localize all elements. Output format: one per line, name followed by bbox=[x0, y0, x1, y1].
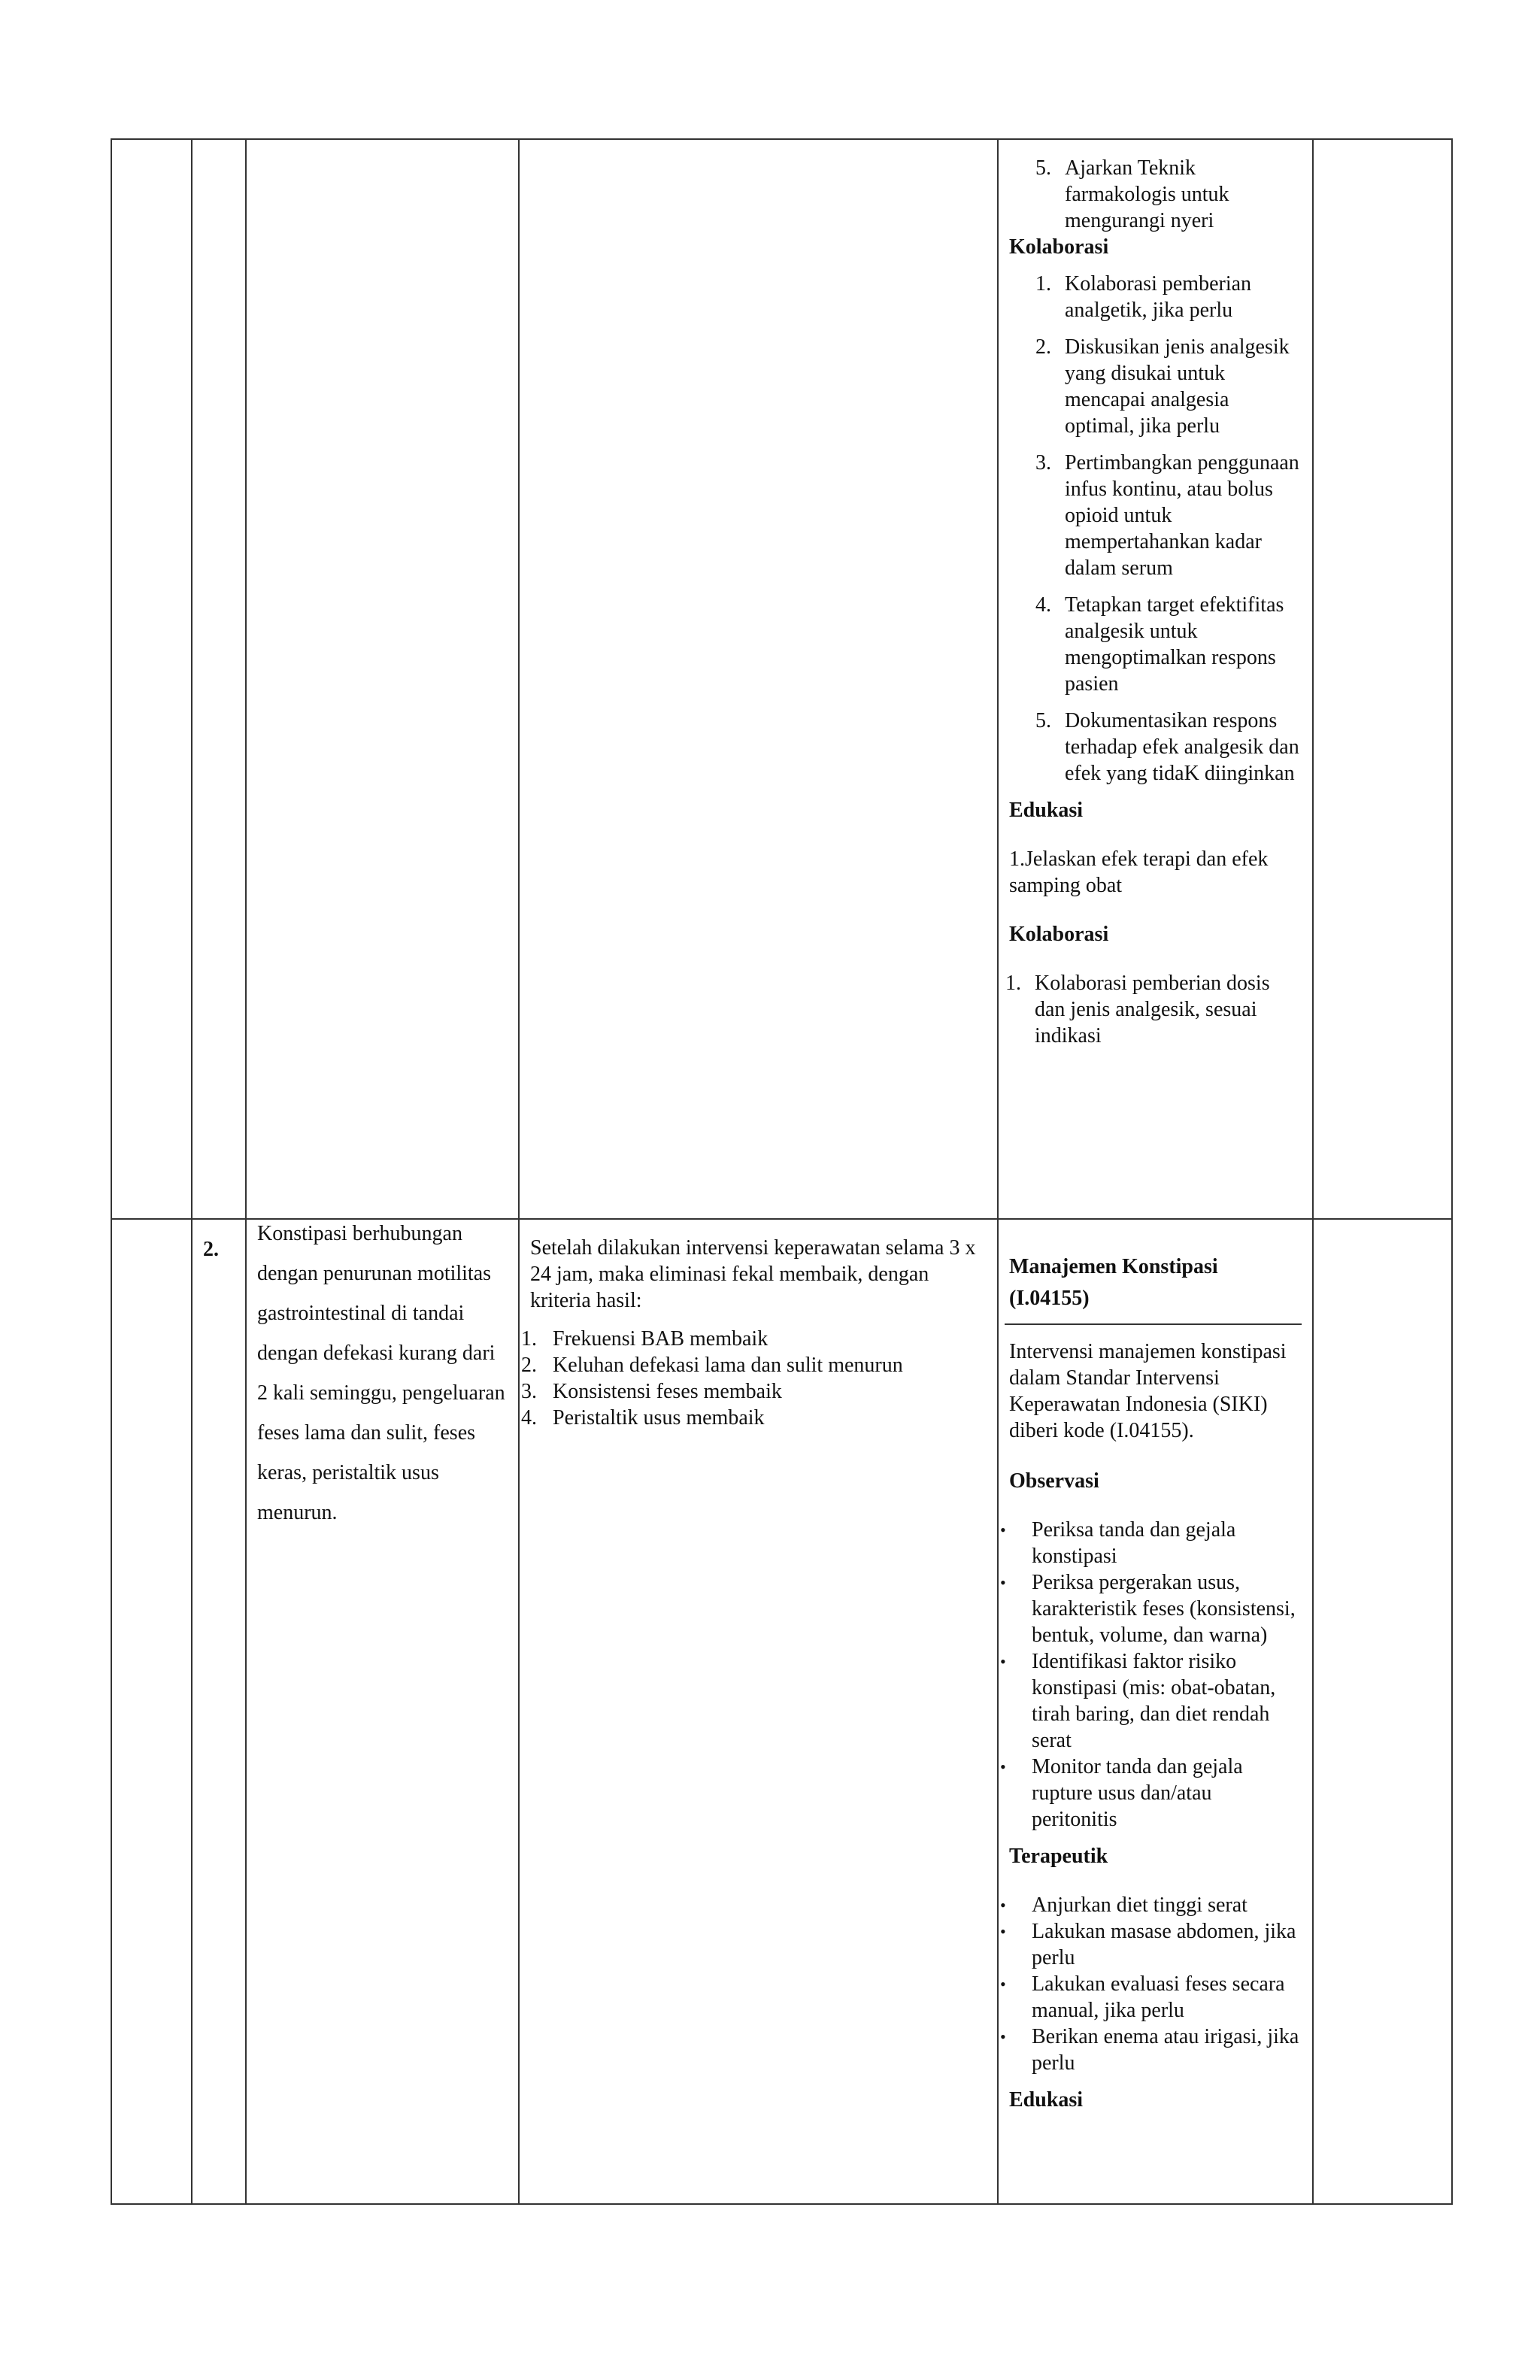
edukasi-text: 1.Jelaskan efek terapi dan efek samping obat bbox=[1009, 847, 1269, 897]
list-item: • Anjurkan diet tinggi serat bbox=[1000, 1893, 1247, 1917]
diagnosis-cell bbox=[246, 1219, 519, 2204]
row-number-cell bbox=[192, 139, 246, 1219]
outcome-criteria-list bbox=[521, 1326, 987, 1431]
nursing-care-plan-table bbox=[111, 138, 1453, 2205]
section-heading-edukasi: Edukasi bbox=[1009, 799, 1084, 822]
section-heading-kolaborasi: Kolaborasi bbox=[1009, 923, 1109, 946]
kolaborasi-list bbox=[1030, 271, 1302, 787]
bullet-icon: • bbox=[1000, 1922, 1006, 1941]
table-row bbox=[111, 139, 1452, 1219]
kolaborasi-list bbox=[1005, 970, 1302, 1049]
empty-cell bbox=[111, 1219, 192, 2204]
bullet-icon: • bbox=[1000, 2027, 1006, 2046]
diagnosis-cell bbox=[246, 139, 519, 1219]
row-number-cell bbox=[192, 1219, 246, 2204]
list-item: 4. Tetapkan target efektifitas analgesik untuk mengoptimalkan respons pasien bbox=[1035, 593, 1284, 696]
evaluation-cell bbox=[1313, 1219, 1452, 2204]
bullet-icon: • bbox=[1000, 1975, 1006, 1993]
list-item: 5. Ajarkan Teknik farmakologis untuk mengurangi nyeri bbox=[1035, 156, 1229, 232]
list-item: • Periksa pergerakan usus, karakteristik feses (konsistensi, bentuk, volume, dan warna) bbox=[1000, 1571, 1296, 1647]
bullet-icon: • bbox=[1000, 1652, 1006, 1671]
observasi-list bbox=[1000, 1517, 1302, 1833]
terapeutik-list bbox=[1000, 1892, 1302, 2076]
bullet-icon: • bbox=[1000, 1573, 1006, 1592]
row-number: 2. bbox=[203, 1238, 219, 1261]
intervention-cell bbox=[998, 1219, 1313, 2204]
list-item: • Lakukan masase abdomen, jika perlu bbox=[1000, 1920, 1296, 1969]
numbered-list bbox=[1030, 155, 1302, 234]
section-heading-terapeutik: Terapeutik bbox=[1009, 1845, 1108, 1868]
list-item: 2. Keluhan defekasi lama dan sulit menurun bbox=[521, 1354, 903, 1377]
list-item: 3. Konsistensi feses membaik bbox=[521, 1380, 782, 1403]
diagnosis-text: Konstipasi berhubungan dengan penurunan motilitas gastrointestinal di tandai dengan defekasi kurang dari 2 kali seminggu, pengeluaran feses lama dan sulit, feses keras, peristaltik usus menurun. bbox=[257, 1222, 505, 1524]
list-item: 1. Kolaborasi pemberian analgetik, jika perlu bbox=[1035, 272, 1252, 322]
list-item: • Lakukan evaluasi feses secara manual, jika perlu bbox=[1000, 1972, 1285, 2022]
bullet-icon: • bbox=[1000, 1896, 1006, 1915]
list-item: • Periksa tanda dan gejala konstipasi bbox=[1000, 1518, 1236, 1568]
intervention-title: Manajemen Konstipasi (I.04155) bbox=[1009, 1255, 1218, 1310]
list-item: • Monitor tanda dan gejala rupture usus dan/atau peritonitis bbox=[1000, 1755, 1243, 1831]
outcome-cell bbox=[519, 139, 998, 1219]
list-item: 3. Pertimbangkan penggunaan infus kontinu, atau bolus opioid untuk mempertahankan kadar dalam serum bbox=[1035, 451, 1299, 580]
empty-cell bbox=[111, 139, 192, 1219]
outcome-intro: Setelah dilakukan intervensi keperawatan selama 3 x 24 jam, maka eliminasi fekal membaik, dengan kriteria hasil: bbox=[530, 1236, 976, 1312]
bullet-icon: • bbox=[1000, 1520, 1006, 1539]
title-underline bbox=[1005, 1323, 1302, 1325]
section-heading-observasi: Observasi bbox=[1009, 1469, 1099, 1493]
list-item: 2. Diskusikan jenis analgesik yang disukai untuk mencapai analgesia optimal, jika perlu bbox=[1035, 335, 1290, 438]
list-item: 1. Frekuensi BAB membaik bbox=[521, 1327, 768, 1351]
intervention-cell bbox=[998, 139, 1313, 1219]
list-item: 1. Kolaborasi pemberian dosis dan jenis analgesik, sesuai indikasi bbox=[1005, 972, 1270, 1048]
bullet-icon: • bbox=[1000, 1757, 1006, 1776]
outcome-cell bbox=[519, 1219, 998, 2204]
list-item: • Berikan enema atau irigasi, jika perlu bbox=[1000, 2025, 1299, 2075]
intervention-description: Intervensi manajemen konstipasi dalam Standar Intervensi Keperawatan Indonesia (SIKI) diberi kode (I.04155). bbox=[1009, 1340, 1287, 1442]
section-heading-edukasi: Edukasi bbox=[1009, 2088, 1084, 2112]
list-item: 4. Peristaltik usus membaik bbox=[521, 1406, 765, 1430]
section-heading-kolaborasi: Kolaborasi bbox=[1009, 235, 1109, 259]
evaluation-cell bbox=[1313, 139, 1452, 1219]
table-row bbox=[111, 1219, 1452, 2204]
list-item: • Identifikasi faktor risiko konstipasi (mis: obat-obatan, tirah baring, dan diet rendah serat bbox=[1000, 1650, 1276, 1752]
list-item: 5. Dokumentasikan respons terhadap efek analgesik dan efek yang tidaK diinginkan bbox=[1035, 709, 1299, 785]
